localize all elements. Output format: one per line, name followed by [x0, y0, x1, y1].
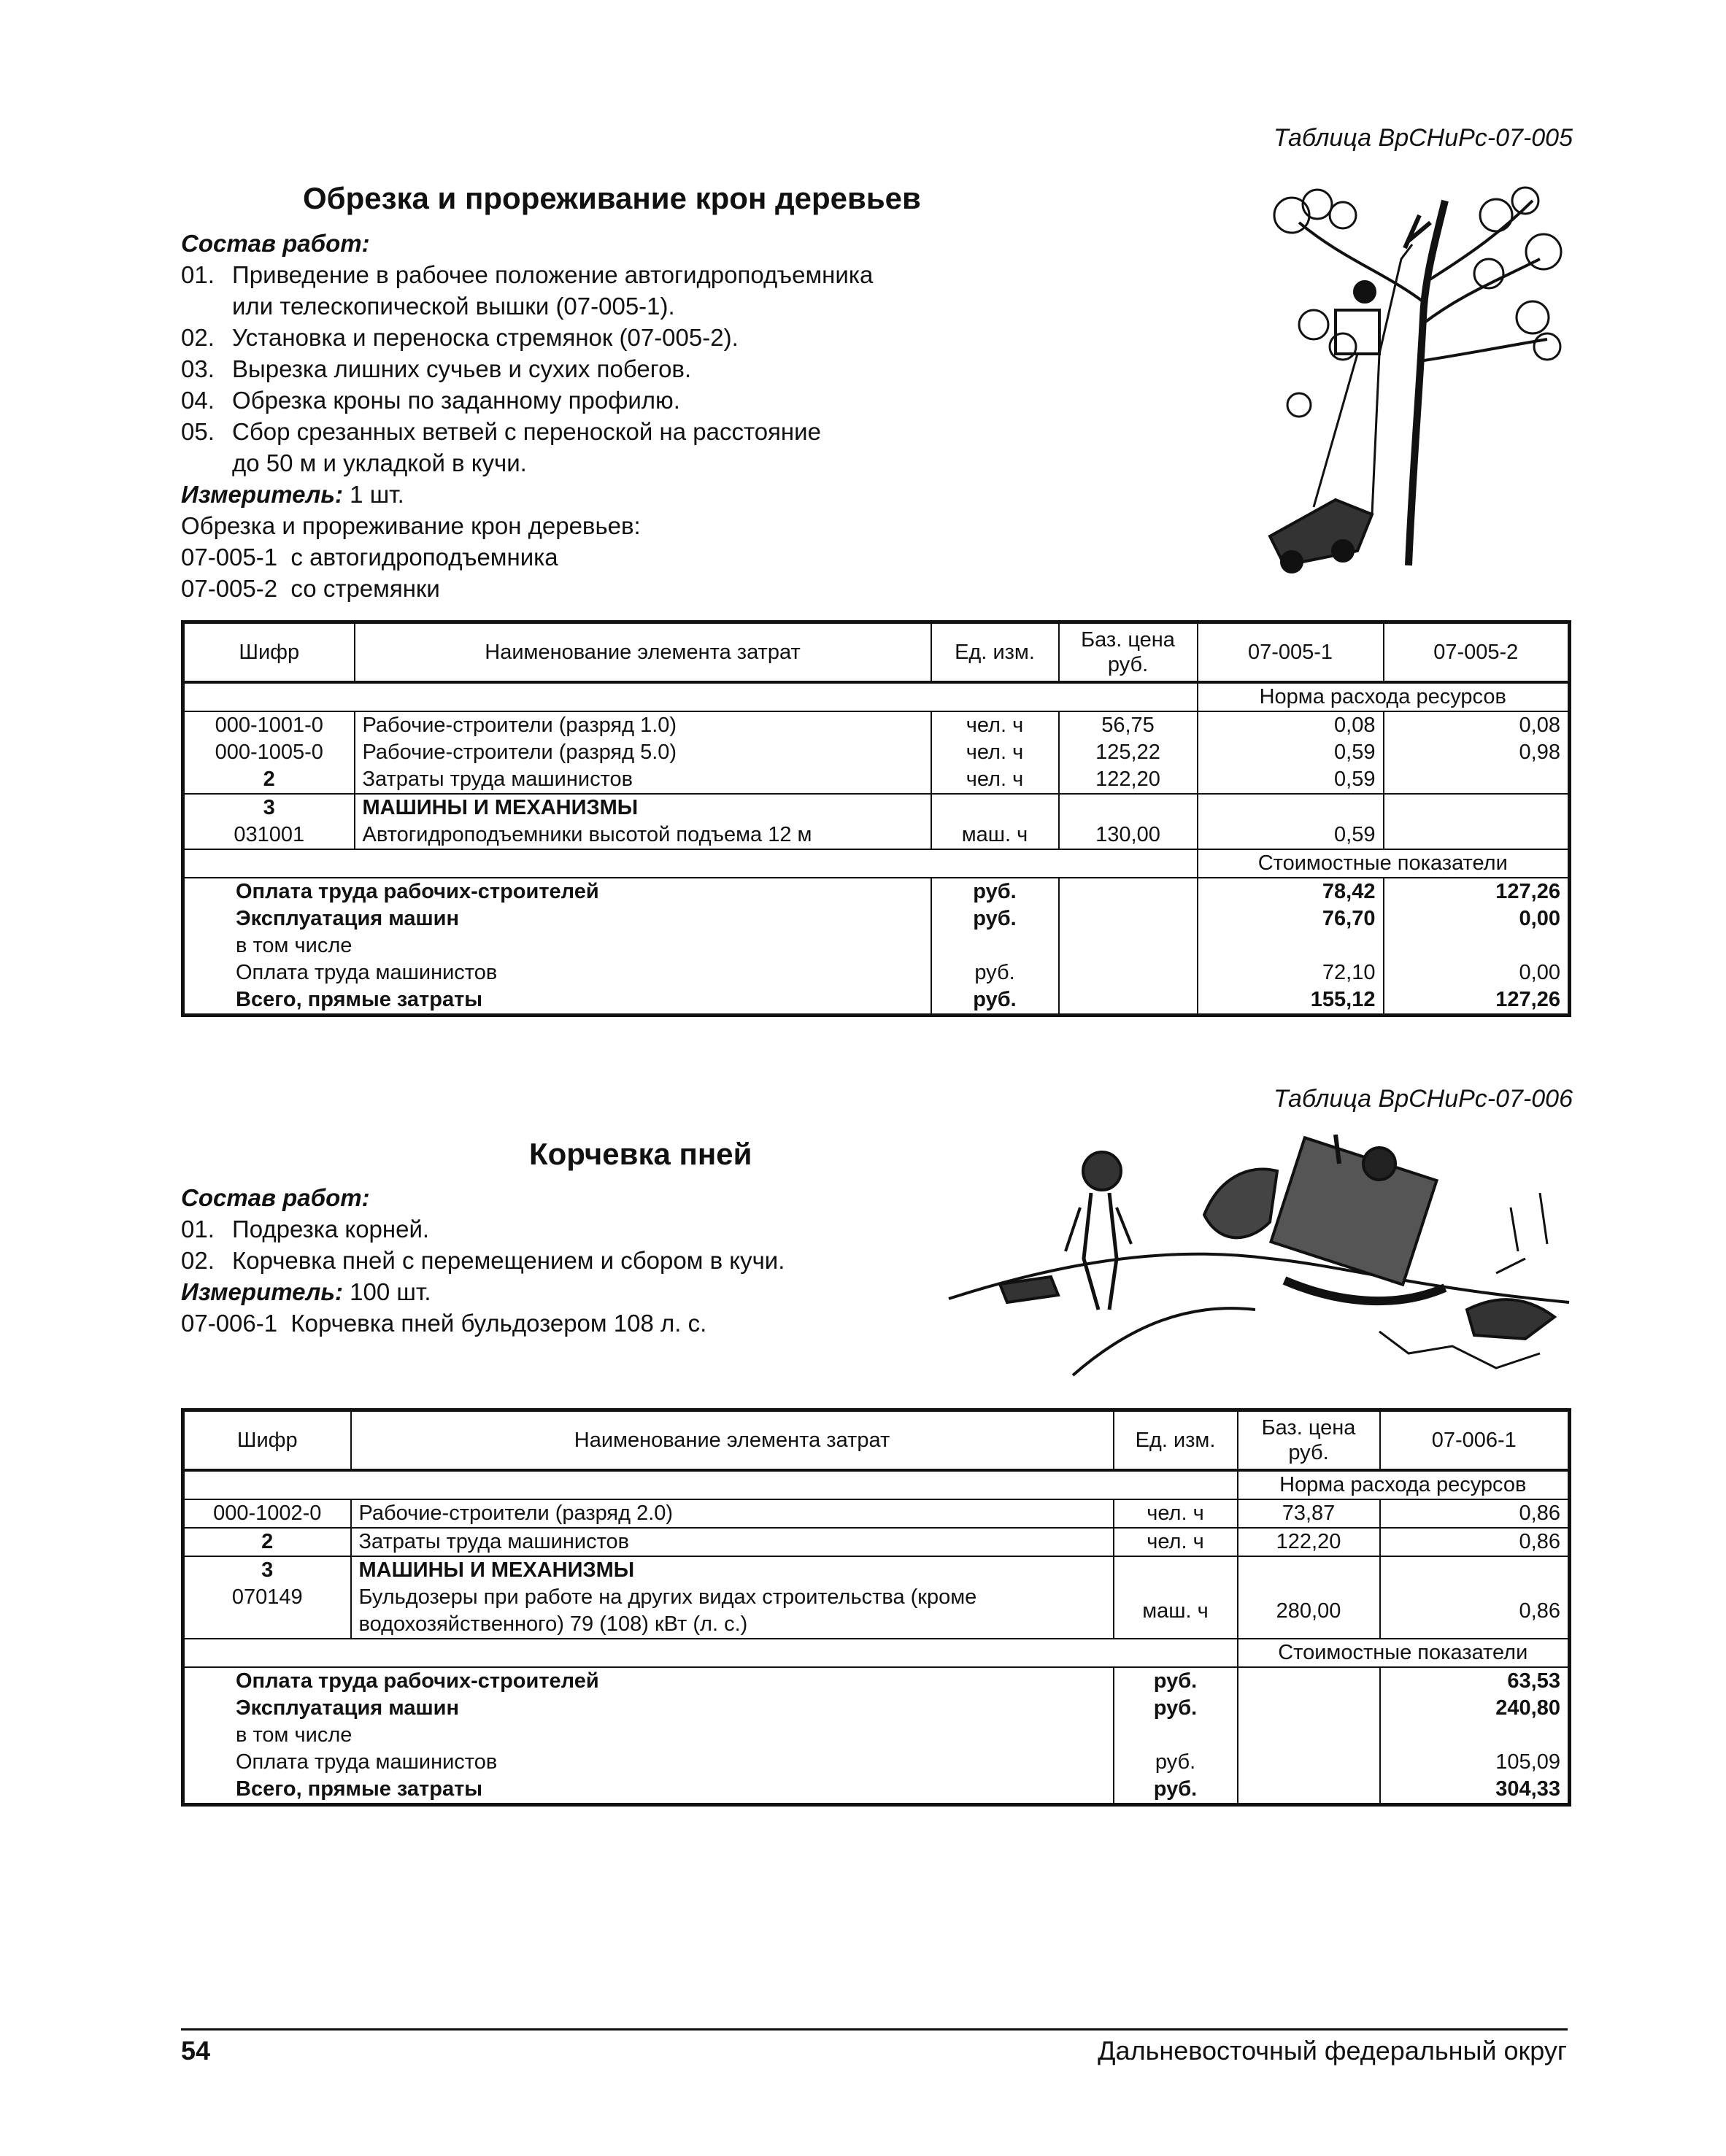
work-step — [181, 259, 873, 322]
cell-code: 000-1001-0 — [183, 711, 355, 739]
cost-name: Всего, прямые затраты — [183, 986, 931, 1016]
cell-name: Рабочие-строители (разряд 1.0) — [355, 711, 931, 739]
cost-variant-1: 78,42 — [1198, 878, 1384, 905]
header-name: Наименование элемента затрат — [355, 622, 931, 683]
cell-variant-2: 0,08 — [1384, 711, 1570, 739]
cost-name: Оплата труда рабочих-строителей — [183, 878, 931, 905]
cost-row — [183, 1667, 1570, 1695]
cell-unit: чел. ч — [931, 739, 1059, 766]
step-text-continued: или телескопической вышки (07-005-1). — [232, 293, 675, 320]
meter-line — [181, 479, 404, 510]
cost-row — [183, 878, 1570, 905]
table-header-row — [183, 1410, 1570, 1471]
cell-unit: маш. ч — [1114, 1584, 1238, 1639]
cell-price: 56,75 — [1059, 711, 1198, 739]
cell-unit: маш. ч — [931, 822, 1059, 849]
norm-section-label: Норма расхода ресурсов — [1198, 682, 1570, 711]
cell-price: 122,20 — [1238, 1528, 1380, 1556]
norm-section-row — [183, 1470, 1570, 1499]
step-text: Подрезка корней. — [232, 1216, 430, 1243]
cell-variant-1: 0,86 — [1380, 1528, 1570, 1556]
cell-code: 000-1002-0 — [183, 1499, 351, 1528]
cost-section-label: Стоимостные показатели — [1198, 849, 1570, 878]
cost-row — [183, 1749, 1570, 1776]
cell-variant-2 — [1384, 822, 1570, 849]
cell-code: 070149 — [183, 1584, 351, 1639]
cost-variant-1: 105,09 — [1380, 1749, 1570, 1776]
cost-section-label: Стоимостные показатели — [1238, 1639, 1570, 1667]
cost-row — [183, 905, 1570, 932]
cost-variant-1: 63,53 — [1380, 1667, 1570, 1695]
step-text: Сбор срезанных ветвей с переноской на расстояние — [232, 418, 821, 445]
step-text: Вырезка лишних сучьев и сухих побегов. — [232, 355, 692, 382]
work-step — [181, 416, 821, 479]
cell-unit: чел. ч — [1114, 1499, 1238, 1528]
cell-name: Бульдозеры при работе на других видах строительства (кроме водохозяйственного) 79 (108) кВт (л. с.) — [351, 1584, 1114, 1639]
table-caption-07-005: Таблица ВрСНиРс-07-005 — [1273, 124, 1573, 152]
table-row — [183, 822, 1570, 849]
footer-region: Дальневосточный федеральный округ — [1098, 2036, 1567, 2066]
cost-unit: руб. — [1114, 1695, 1238, 1722]
cost-variant-1: 76,70 — [1198, 905, 1384, 932]
meter-value: 100 шт. — [343, 1278, 431, 1305]
cost-unit: руб. — [931, 959, 1059, 986]
cell-code: 2 — [183, 766, 355, 794]
cell-unit: чел. ч — [1114, 1528, 1238, 1556]
cell-variant-1: 0,59 — [1198, 822, 1384, 849]
table-row — [183, 766, 1570, 794]
cell-price: 125,22 — [1059, 739, 1198, 766]
cost-name: в том числе — [183, 932, 931, 959]
cost-name: Оплата труда машинистов — [183, 1749, 1114, 1776]
header-code: Шифр — [183, 622, 355, 683]
cell-code: 031001 — [183, 822, 355, 849]
cost-name: Эксплуатация машин — [183, 905, 931, 932]
cost-variant-1: 240,80 — [1380, 1695, 1570, 1722]
cost-variant-1: 155,12 — [1198, 986, 1384, 1016]
work-step — [181, 353, 691, 385]
cost-unit: руб. — [1114, 1667, 1238, 1695]
composition-label: Состав работ: — [181, 230, 370, 257]
header-code: Шифр — [183, 1410, 351, 1471]
table-row — [183, 711, 1570, 739]
step-number: 01. — [181, 261, 215, 288]
section-title: Корчевка пней — [529, 1137, 752, 1171]
cell-name: Затраты труда машинистов — [355, 766, 931, 794]
cost-unit: руб. — [1114, 1776, 1238, 1805]
step-text-continued: до 50 м и укладкой в кучи. — [232, 449, 527, 476]
cost-unit: руб. — [931, 905, 1059, 932]
cost-section-row — [183, 849, 1570, 878]
cell-name: МАШИНЫ И МЕХАНИЗМЫ — [351, 1556, 1114, 1584]
step-text: Корчевка пней с перемещением и сбором в кучи. — [232, 1247, 785, 1274]
work-step — [181, 385, 680, 416]
cell-variant-2: 0,98 — [1384, 739, 1570, 766]
step-text: Обрезка кроны по заданному профилю. — [232, 387, 680, 414]
cost-variant-2: 127,26 — [1384, 878, 1570, 905]
step-number: 01. — [181, 1216, 215, 1243]
cell-name: МАШИНЫ И МЕХАНИЗМЫ — [355, 794, 931, 822]
cell-code: 3 — [183, 794, 355, 822]
cell-code: 2 — [183, 1528, 351, 1556]
page-number: 54 — [181, 2036, 211, 2066]
resource-table-07-006 — [181, 1408, 1571, 1807]
cost-unit: руб. — [1114, 1749, 1238, 1776]
header-unit: Ед. изм. — [1114, 1410, 1238, 1471]
table-row — [183, 1528, 1570, 1556]
cost-name: Всего, прямые затраты — [183, 1776, 1114, 1805]
header-unit: Ед. изм. — [931, 622, 1059, 683]
table-row — [183, 1584, 1570, 1639]
table-row — [183, 1556, 1570, 1584]
work-step — [181, 1213, 429, 1245]
cell-unit: чел. ч — [931, 766, 1059, 794]
variant-item: 07-006-1 Корчевка пней бульдозером 108 л. с. — [181, 1310, 707, 1337]
cost-name: Эксплуатация машин — [183, 1695, 1114, 1722]
variant-item: 07-005-2 со стремянки — [181, 575, 440, 602]
header-price: Баз. цена руб. — [1059, 622, 1198, 683]
tree-pruning-illustration — [1255, 171, 1576, 580]
step-number: 03. — [181, 355, 215, 382]
cost-row — [183, 986, 1570, 1016]
cell-variant-1: 0,59 — [1198, 766, 1384, 794]
header-name: Наименование элемента затрат — [351, 1410, 1114, 1471]
cell-price: 280,00 — [1238, 1584, 1380, 1639]
cell-code: 3 — [183, 1556, 351, 1584]
cost-variant-2: 0,00 — [1384, 959, 1570, 986]
cost-row — [183, 1776, 1570, 1805]
cost-row — [183, 1722, 1570, 1749]
cell-variant-1: 0,08 — [1198, 711, 1384, 739]
variants-description: Обрезка и прореживание крон деревьев: — [181, 512, 641, 539]
stump-uprooting-illustration — [941, 1135, 1576, 1383]
table-caption-07-006: Таблица ВрСНиРс-07-006 — [1273, 1085, 1573, 1113]
variant-item: 07-005-1 с автогидроподъемника — [181, 544, 558, 571]
step-number: 02. — [181, 1247, 215, 1274]
header-price: Баз. цена руб. — [1238, 1410, 1380, 1471]
work-step — [181, 1245, 785, 1276]
cell-variant-1: 0,59 — [1198, 739, 1384, 766]
meter-label: Измеритель: — [181, 481, 343, 508]
meter-label: Измеритель: — [181, 1278, 343, 1305]
step-number: 05. — [181, 418, 215, 445]
cell-price: 130,00 — [1059, 822, 1198, 849]
cell-variant-2 — [1384, 766, 1570, 794]
section-title: Обрезка и прореживание крон деревьев — [303, 181, 921, 215]
cost-row — [183, 959, 1570, 986]
cost-unit: руб. — [931, 878, 1059, 905]
cost-name: в том числе — [183, 1722, 1114, 1749]
table-row — [183, 794, 1570, 822]
cell-unit: чел. ч — [931, 711, 1059, 739]
table-header-row — [183, 622, 1570, 683]
cell-price: 122,20 — [1059, 766, 1198, 794]
cost-unit: руб. — [931, 986, 1059, 1016]
cost-variant-1: 304,33 — [1380, 1776, 1570, 1805]
cell-code: 000-1005-0 — [183, 739, 355, 766]
footer-divider — [181, 2028, 1568, 2031]
cell-price: 73,87 — [1238, 1499, 1380, 1528]
header-variant-1: 07-005-1 — [1198, 622, 1384, 683]
cost-section-row — [183, 1639, 1570, 1667]
norm-section-label: Норма расхода ресурсов — [1238, 1470, 1570, 1499]
norm-section-row — [183, 682, 1570, 711]
cost-variant-2: 0,00 — [1384, 905, 1570, 932]
cell-name: Автогидроподъемники высотой подъема 12 м — [355, 822, 931, 849]
cell-name: Рабочие-строители (разряд 5.0) — [355, 739, 931, 766]
cell-name: Затраты труда машинистов — [351, 1528, 1114, 1556]
cost-row — [183, 932, 1570, 959]
meter-value: 1 шт. — [343, 481, 404, 508]
header-variant-2: 07-005-2 — [1384, 622, 1570, 683]
composition-label: Состав работ: — [181, 1184, 370, 1211]
cost-name: Оплата труда рабочих-строителей — [183, 1667, 1114, 1695]
cost-name: Оплата труда машинистов — [183, 959, 931, 986]
resource-table-07-005 — [181, 620, 1571, 1017]
cell-name: Рабочие-строители (разряд 2.0) — [351, 1499, 1114, 1528]
header-variant-1: 07-006-1 — [1380, 1410, 1570, 1471]
cell-variant-1: 0,86 — [1380, 1584, 1570, 1639]
cost-variant-2: 127,26 — [1384, 986, 1570, 1016]
step-text: Приведение в рабочее положение автогидроподъемника — [232, 261, 874, 288]
meter-line — [181, 1276, 431, 1307]
cost-variant-1: 72,10 — [1198, 959, 1384, 986]
step-number: 02. — [181, 324, 215, 351]
step-number: 04. — [181, 387, 215, 414]
work-step — [181, 322, 739, 353]
table-row — [183, 739, 1570, 766]
step-text: Установка и переноска стремянок (07-005-2). — [232, 324, 739, 351]
table-row — [183, 1499, 1570, 1528]
cell-variant-1: 0,86 — [1380, 1499, 1570, 1528]
cost-row — [183, 1695, 1570, 1722]
